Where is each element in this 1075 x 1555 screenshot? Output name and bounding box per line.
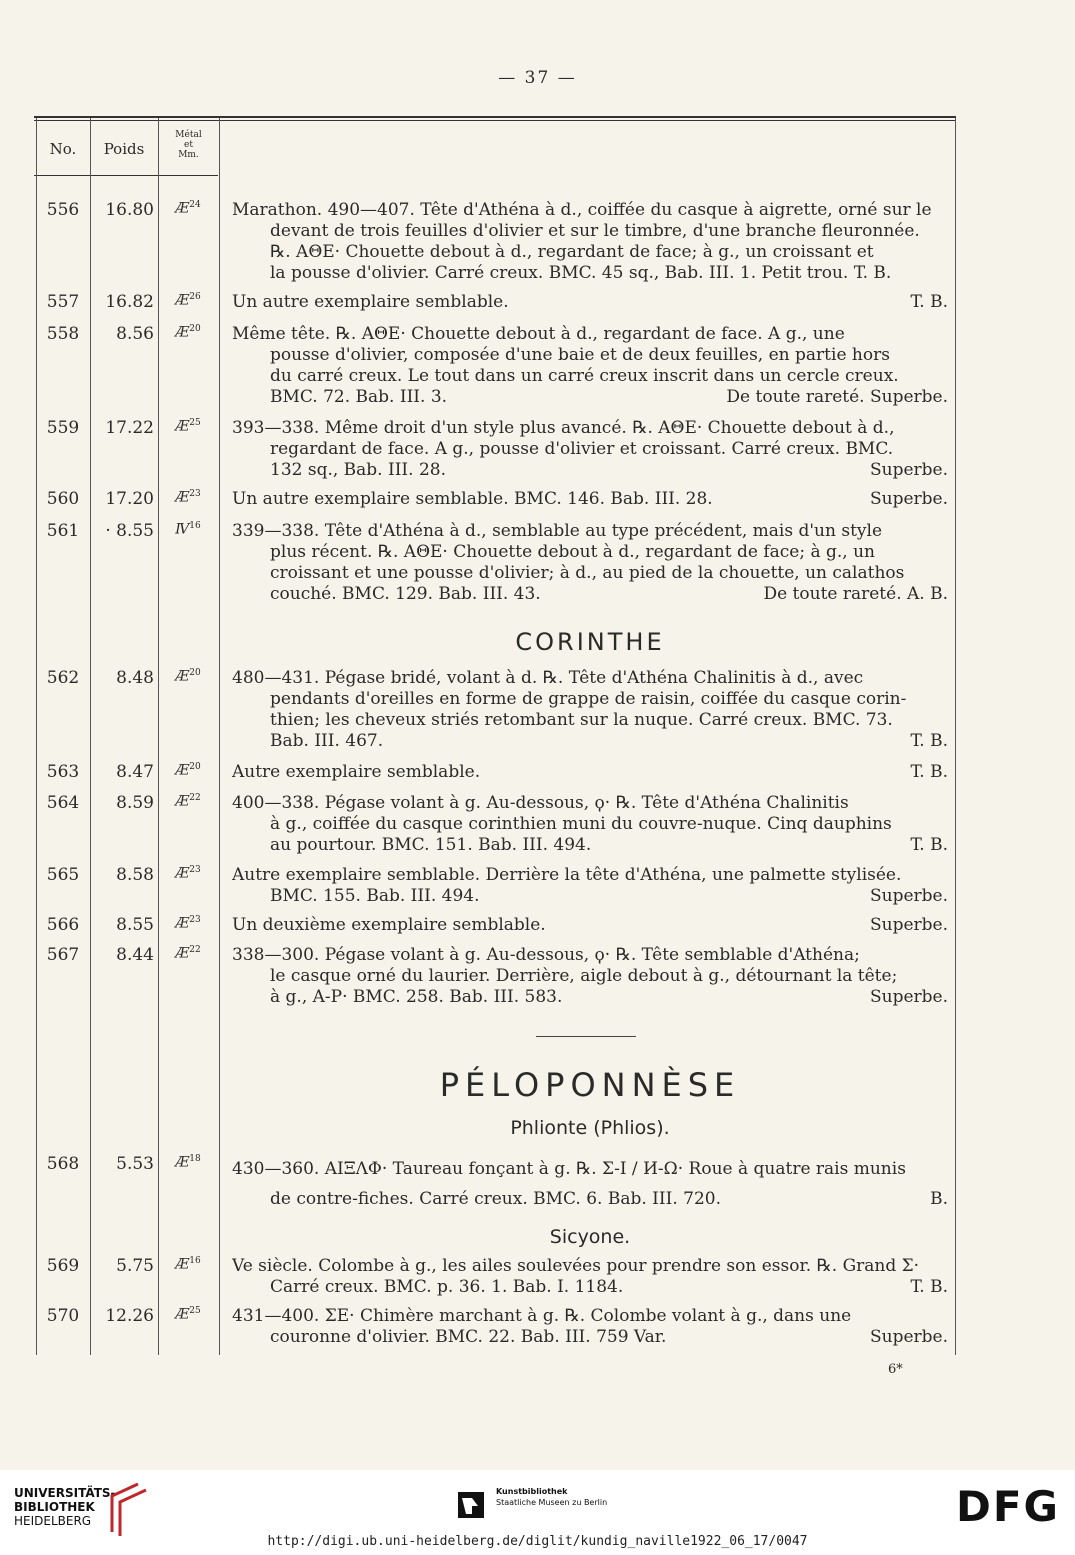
metal-size: 24 xyxy=(189,200,201,210)
desc-text: 132 sq., Bab. III. 28. xyxy=(270,460,446,480)
metal-size: 18 xyxy=(189,1154,201,1164)
entry-metal xyxy=(158,489,218,506)
entry-no: 567 xyxy=(46,945,80,965)
dfg-logo: DFG xyxy=(956,1482,1061,1531)
entry-weight: 12.26 xyxy=(105,1306,154,1326)
entry-no: 562 xyxy=(46,668,80,688)
desc-line: regardant de face. A g., pousse d'olivier et croissant. Carré creux. BMC. xyxy=(270,439,894,459)
desc-line xyxy=(232,835,948,856)
desc-line: devant de trois feuilles d'olivier et sur le timbre, d'une branche fleuronnée. xyxy=(270,221,920,241)
desc-text: BMC. 155. Bab. III. 494. xyxy=(270,886,480,906)
entry-metal xyxy=(158,668,218,685)
desc-line: Marathon. 490—407. Tête d'Athéna à d., coiffée du casque à aigrette, orné sur le xyxy=(232,200,932,220)
footer-left-2: BIBLIOTHEK xyxy=(14,1500,95,1514)
separator-rule xyxy=(536,1036,636,1037)
grade: De toute rareté. A. B. xyxy=(763,584,948,604)
metal-size: 22 xyxy=(189,793,201,803)
desc-line: 431—400. ΣΕ· Chimère marchant à g. ℞. Colombe volant à g., dans une xyxy=(232,1306,852,1326)
header-metal-2: et xyxy=(184,140,193,150)
metal-size: 23 xyxy=(189,489,201,499)
metal-size: 23 xyxy=(189,915,201,925)
metal-symbol: Æ xyxy=(175,793,190,810)
metal-symbol: Æ xyxy=(175,668,190,685)
section-phlionte: Phlionte (Phlios). xyxy=(510,1117,670,1139)
desc-line xyxy=(232,584,948,605)
desc-text: à g., Α-Ρ· BMC. 258. Bab. III. 583. xyxy=(270,987,563,1007)
grade: Superbe. xyxy=(869,886,948,906)
entry-weight: 17.22 xyxy=(105,418,154,438)
metal-size: 20 xyxy=(189,762,201,772)
desc-line xyxy=(232,460,948,481)
entry-no: 568 xyxy=(46,1154,80,1174)
metal-symbol: Æ xyxy=(175,324,190,341)
metal-size: 20 xyxy=(189,668,201,678)
desc-line: 338—300. Pégase volant à g. Au-dessous, ϙ· ℞. Tête semblable d'Athéna; xyxy=(232,945,860,965)
entry-weight: 8.56 xyxy=(116,324,154,344)
footer-bar xyxy=(0,1470,1075,1555)
metal-size: 26 xyxy=(189,292,201,302)
entry-no: 564 xyxy=(46,793,80,813)
desc-line: 393—338. Même droit d'un style plus avancé. ℞. ΑΘΕ· Chouette debout à d., xyxy=(232,418,895,438)
metal-symbol: Æ xyxy=(175,915,190,932)
desc-line xyxy=(232,1184,948,1205)
entry-metal xyxy=(158,945,218,962)
metal-symbol: Æ xyxy=(175,200,190,217)
entry-description xyxy=(232,945,948,1008)
entry-weight: 8.47 xyxy=(116,762,154,782)
grade: Superbe. xyxy=(869,987,948,1007)
grade: Superbe. xyxy=(869,460,948,480)
desc-text: Bab. III. 467. xyxy=(270,731,384,751)
desc-text: au pourtour. BMC. 151. Bab. III. 494. xyxy=(270,835,592,855)
desc-text: Carré creux. BMC. p. 36. 1. Bab. I. 1184. xyxy=(270,1277,624,1297)
section-peloponnese: PÉLOPONNÈSE xyxy=(439,1066,741,1104)
entry-no: 566 xyxy=(46,915,80,935)
metal-symbol: Ⅳ xyxy=(175,521,190,538)
desc-line: 339—338. Tête d'Athéna à d., semblable au type précédent, mais d'un style xyxy=(232,521,883,541)
grade: T. B. xyxy=(910,1277,948,1297)
metal-size: 22 xyxy=(189,945,201,955)
desc-text: de contre-fiches. Carré creux. BMC. 6. Bab. III. 720. xyxy=(270,1189,721,1205)
metal-symbol: Æ xyxy=(175,292,190,309)
entry-weight: · 8.55 xyxy=(105,521,154,541)
uni-library-logo xyxy=(14,1486,116,1528)
desc-line xyxy=(232,762,948,783)
entry-metal xyxy=(158,1256,218,1273)
entry-weight: 8.59 xyxy=(116,793,154,813)
header-rule xyxy=(34,175,218,176)
footer-center-2: Staatliche Museen zu Berlin xyxy=(496,1498,608,1507)
entry-no: 560 xyxy=(46,489,80,509)
entry-description xyxy=(232,865,948,907)
desc-line: Ve siècle. Colombe à g., les ailes soulevées pour prendre son essor. ℞. Grand Σ· xyxy=(232,1256,920,1276)
desc-line: à g., coiffée du casque corinthien muni du couvre-nuque. Cinq dauphins xyxy=(270,814,892,834)
entry-no: 557 xyxy=(46,292,80,312)
desc-line: 430—360. ΑΙΞΛΦ· Taureau fonçant à g. ℞. Σ-Ι / И-Ω· Roue à quatre rais munis xyxy=(232,1159,906,1179)
page-number: — 37 — xyxy=(498,68,577,88)
top-rule-thin xyxy=(34,120,956,121)
entry-description xyxy=(232,489,948,510)
metal-size: 20 xyxy=(189,324,201,334)
entry-description xyxy=(232,1306,948,1348)
section-corinthe: CORINTHE xyxy=(515,628,665,656)
desc-line xyxy=(232,1327,948,1348)
desc-line xyxy=(232,292,948,313)
metal-size: 25 xyxy=(189,418,201,428)
desc-text: Autre exemplaire semblable. xyxy=(232,762,481,782)
entry-no: 558 xyxy=(46,324,80,344)
desc-text: couché. BMC. 129. Bab. III. 43. xyxy=(270,584,541,604)
desc-line: ℞. ΑΘΕ· Chouette debout à d., regardant de face; à g., un croissant et xyxy=(270,242,874,262)
kunstbibliothek-text xyxy=(496,1486,607,1508)
entry-description xyxy=(232,1154,948,1205)
entry-weight: 5.75 xyxy=(116,1256,154,1276)
entry-weight: 8.58 xyxy=(116,865,154,885)
grade: T. B. xyxy=(910,731,948,751)
desc-line xyxy=(232,731,948,752)
desc-line xyxy=(232,387,948,408)
entry-metal xyxy=(158,762,218,779)
entry-weight: 8.44 xyxy=(116,945,154,965)
desc-line: 480—431. Pégase bridé, volant à d. ℞. Tête d'Athéna Chalinitis à d., avec xyxy=(232,668,864,688)
entry-no: 561 xyxy=(46,521,80,541)
desc-line: pendants d'oreilles en forme de grappe de raisin, coiffée du casque corin- xyxy=(270,689,907,709)
entry-description xyxy=(232,200,948,284)
entry-description xyxy=(232,521,948,605)
entry-description xyxy=(232,292,948,313)
grade: B. xyxy=(930,1189,948,1205)
grade: Superbe. xyxy=(869,489,948,509)
desc-line xyxy=(232,987,948,1008)
footer-center-1: Kunstbibliothek xyxy=(496,1487,568,1496)
entry-metal xyxy=(158,521,218,538)
signature-mark: 6* xyxy=(888,1362,903,1377)
uni-library-mark-icon xyxy=(108,1480,152,1540)
header-metal-3: Mm. xyxy=(178,150,199,160)
entry-no: 563 xyxy=(46,762,80,782)
source-url[interactable]: http://digi.ub.uni-heidelberg.de/diglit/kundig_naville1922_06_17/0047 xyxy=(267,1534,808,1549)
desc-text: couronne d'olivier. BMC. 22. Bab. III. 759 Var. xyxy=(270,1327,667,1347)
desc-line: pousse d'olivier, composée d'une baie et de deux feuilles, en partie hors xyxy=(270,345,890,365)
col-line-right xyxy=(955,118,956,1355)
desc-text: Un autre exemplaire semblable. BMC. 146. Bab. III. 28. xyxy=(232,489,713,509)
metal-size: 16 xyxy=(189,521,201,531)
section-sicyone: Sicyone. xyxy=(549,1226,631,1248)
desc-line: croissant et une pousse d'olivier; à d., au pied de la chouette, un calathos xyxy=(270,563,905,583)
top-rule-thick xyxy=(34,116,956,118)
entry-weight: 16.82 xyxy=(105,292,154,312)
entry-metal xyxy=(158,865,218,882)
desc-line xyxy=(232,1277,948,1298)
footer-left-1: UNIVERSITÄTS- xyxy=(14,1486,116,1500)
entry-description xyxy=(232,793,948,856)
metal-size: 23 xyxy=(189,865,201,875)
kunstbibliothek-logo-icon xyxy=(458,1492,484,1518)
metal-symbol: Æ xyxy=(175,1306,190,1323)
grade: De toute rareté. Superbe. xyxy=(726,387,948,407)
entry-metal xyxy=(158,418,218,435)
entry-metal xyxy=(158,200,218,217)
entry-description xyxy=(232,668,948,752)
desc-line: 400—338. Pégase volant à g. Au-dessous, ϙ· ℞. Tête d'Athéna Chalinitis xyxy=(232,793,849,813)
grade: T. B. xyxy=(910,292,948,312)
desc-line: plus récent. ℞. ΑΘΕ· Chouette debout à d., regardant de face; à g., un xyxy=(270,542,875,562)
header-poids: Poids xyxy=(103,140,145,158)
desc-text: Un autre exemplaire semblable. xyxy=(232,292,509,312)
desc-line: thien; les cheveux striés retombant sur la nuque. Carré creux. BMC. 73. xyxy=(270,710,893,730)
grade: Superbe. xyxy=(869,1327,948,1347)
entry-metal xyxy=(158,793,218,810)
entry-no: 556 xyxy=(46,200,80,220)
entry-description xyxy=(232,1256,948,1298)
metal-symbol: Æ xyxy=(175,865,190,882)
desc-line: le casque orné du laurier. Derrière, aigle debout à g., détournant la tête; xyxy=(270,966,898,986)
metal-symbol: Æ xyxy=(175,945,190,962)
entry-metal xyxy=(158,324,218,341)
desc-line xyxy=(232,915,948,936)
desc-line: Autre exemplaire semblable. Derrière la tête d'Athéna, une palmette stylisée. xyxy=(232,865,902,885)
entry-no: 559 xyxy=(46,418,80,438)
entry-description xyxy=(232,762,948,783)
entry-no: 570 xyxy=(46,1306,80,1326)
entry-description xyxy=(232,915,948,936)
entry-description xyxy=(232,418,948,481)
entry-metal xyxy=(158,292,218,309)
metal-symbol: Æ xyxy=(175,1256,190,1273)
entry-description xyxy=(232,324,948,408)
desc-line: la pousse d'olivier. Carré creux. BMC. 45 sq., Bab. III. 1. Petit trou. T. B. xyxy=(270,263,892,283)
desc-line: du carré creux. Le tout dans un carré creux inscrit dans un cercle creux. xyxy=(270,366,899,386)
entry-weight: 16.80 xyxy=(105,200,154,220)
desc-line: Même tête. ℞. ΑΘΕ· Chouette debout à d., regardant de face. A g., une xyxy=(232,324,845,344)
grade: Superbe. xyxy=(869,915,948,935)
entry-no: 565 xyxy=(46,865,80,885)
desc-line xyxy=(232,886,948,907)
entry-no: 569 xyxy=(46,1256,80,1276)
entry-metal xyxy=(158,915,218,932)
entry-weight: 17.20 xyxy=(105,489,154,509)
col-line-1 xyxy=(90,118,91,1355)
grade: T. B. xyxy=(910,835,948,855)
metal-size: 16 xyxy=(189,1256,201,1266)
header-metal xyxy=(158,130,219,160)
metal-symbol: Æ xyxy=(175,418,190,435)
metal-symbol: Æ xyxy=(175,489,190,506)
entry-weight: 5.53 xyxy=(116,1154,154,1174)
desc-text: BMC. 72. Bab. III. 3. xyxy=(270,387,448,407)
desc-text: Un deuxième exemplaire semblable. xyxy=(232,915,546,935)
entry-metal xyxy=(158,1154,218,1171)
header-metal-1: Métal xyxy=(175,130,202,140)
col-line-left xyxy=(36,118,37,1355)
desc-line xyxy=(232,489,948,510)
footer-left-3: HEIDELBERG xyxy=(14,1514,92,1528)
entry-weight: 8.55 xyxy=(116,915,154,935)
metal-symbol: Æ xyxy=(175,1154,190,1171)
header-no: No. xyxy=(49,140,77,158)
grade: T. B. xyxy=(910,762,948,782)
entry-metal xyxy=(158,1306,218,1323)
col-line-3 xyxy=(219,118,220,1355)
metal-symbol: Æ xyxy=(175,762,190,779)
metal-size: 25 xyxy=(189,1306,201,1316)
entry-weight: 8.48 xyxy=(116,668,154,688)
